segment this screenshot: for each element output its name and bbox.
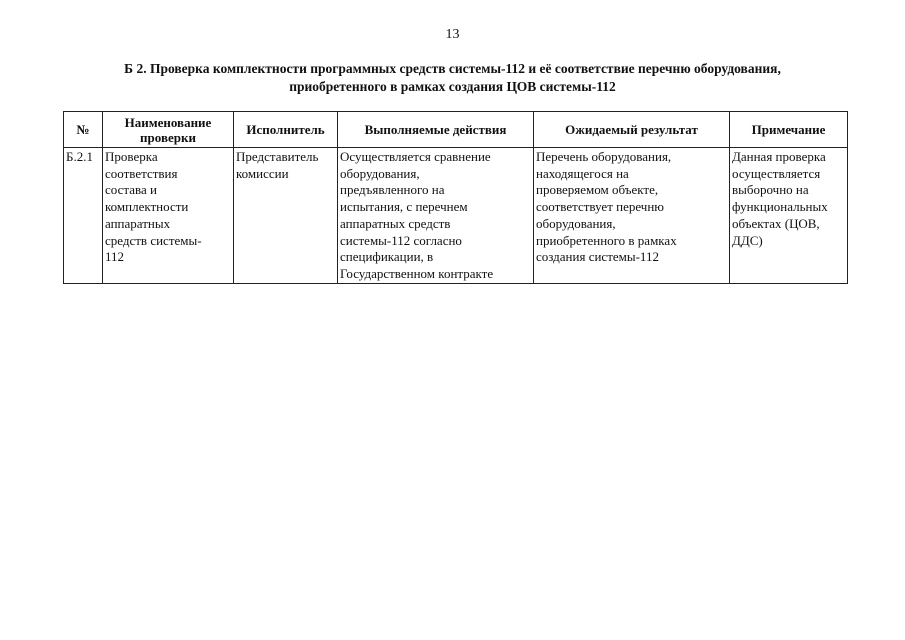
section-heading: [40, 60, 865, 96]
cell-line: осуществляется: [732, 165, 821, 181]
header-number: №: [64, 112, 103, 148]
header-expected-result: Ожидаемый результат: [534, 112, 730, 148]
cell-line: 112: [105, 249, 125, 265]
cell-line: состава и: [105, 182, 157, 198]
cell-actions: [338, 148, 534, 284]
cell-line: проверяемом объекте,: [536, 182, 659, 198]
cell-line: комиссии: [236, 165, 289, 181]
cell-number: Б.2.1: [64, 148, 103, 284]
cell-line: оборудования,: [340, 165, 420, 181]
cell-line: спецификации, в: [340, 249, 434, 265]
cell-line: объектах (ЦОВ,: [732, 215, 820, 231]
page-number: 13: [445, 27, 460, 42]
cell-line: аппаратных средств: [340, 215, 451, 231]
cell-executor: [234, 148, 338, 284]
cell-line: выборочно на: [732, 182, 809, 198]
cell-line: оборудования,: [536, 215, 616, 231]
cell-line: функциональных: [732, 199, 828, 215]
cell-line: испытания, с перечнем: [340, 199, 468, 215]
header-check-name: [103, 112, 234, 148]
cell-expected-result: [534, 148, 730, 284]
cell-line: приобретенного в рамках: [536, 232, 677, 248]
cell-line: комплектности: [105, 199, 189, 215]
header-note: Примечание: [730, 112, 848, 148]
cell-line: Осуществляется сравнение: [340, 149, 491, 164]
cell-line: Проверка: [105, 149, 158, 164]
cell-line: аппаратных: [105, 215, 171, 231]
cell-line: находящегося на: [536, 165, 629, 181]
cell-line: средств системы-: [105, 232, 202, 248]
cell-line: создания системы-112: [536, 249, 659, 265]
table-row: [64, 148, 848, 284]
section-heading-line-1: Б 2. Проверка комплектности программных средств системы-112 и её соответствие перечню оборудования,: [124, 61, 781, 76]
cell-note: [730, 148, 848, 284]
cell-line: предъявленного на: [340, 182, 445, 198]
header-executor: Исполнитель: [234, 112, 338, 148]
checks-table: [63, 111, 848, 284]
cell-line: соответствует перечню: [536, 199, 665, 215]
table-header-row: [64, 112, 848, 148]
cell-line: соответствия: [105, 165, 178, 181]
header-check-name-line-2: проверки: [140, 129, 196, 145]
cell-line: системы-112 согласно: [340, 232, 462, 248]
cell-line: Данная проверка: [732, 149, 826, 164]
cell-check-name: [103, 148, 234, 284]
header-actions: Выполняемые действия: [338, 112, 534, 148]
cell-line: ДДС): [732, 232, 763, 248]
cell-line: Перечень оборудования,: [536, 149, 672, 164]
cell-line: Представитель: [236, 149, 319, 164]
header-check-name-line-1: Наименование: [124, 114, 212, 130]
section-heading-line-2: приобретенного в рамках создания ЦОВ системы-112: [289, 79, 616, 94]
cell-line: Государственном контракте: [340, 265, 494, 281]
